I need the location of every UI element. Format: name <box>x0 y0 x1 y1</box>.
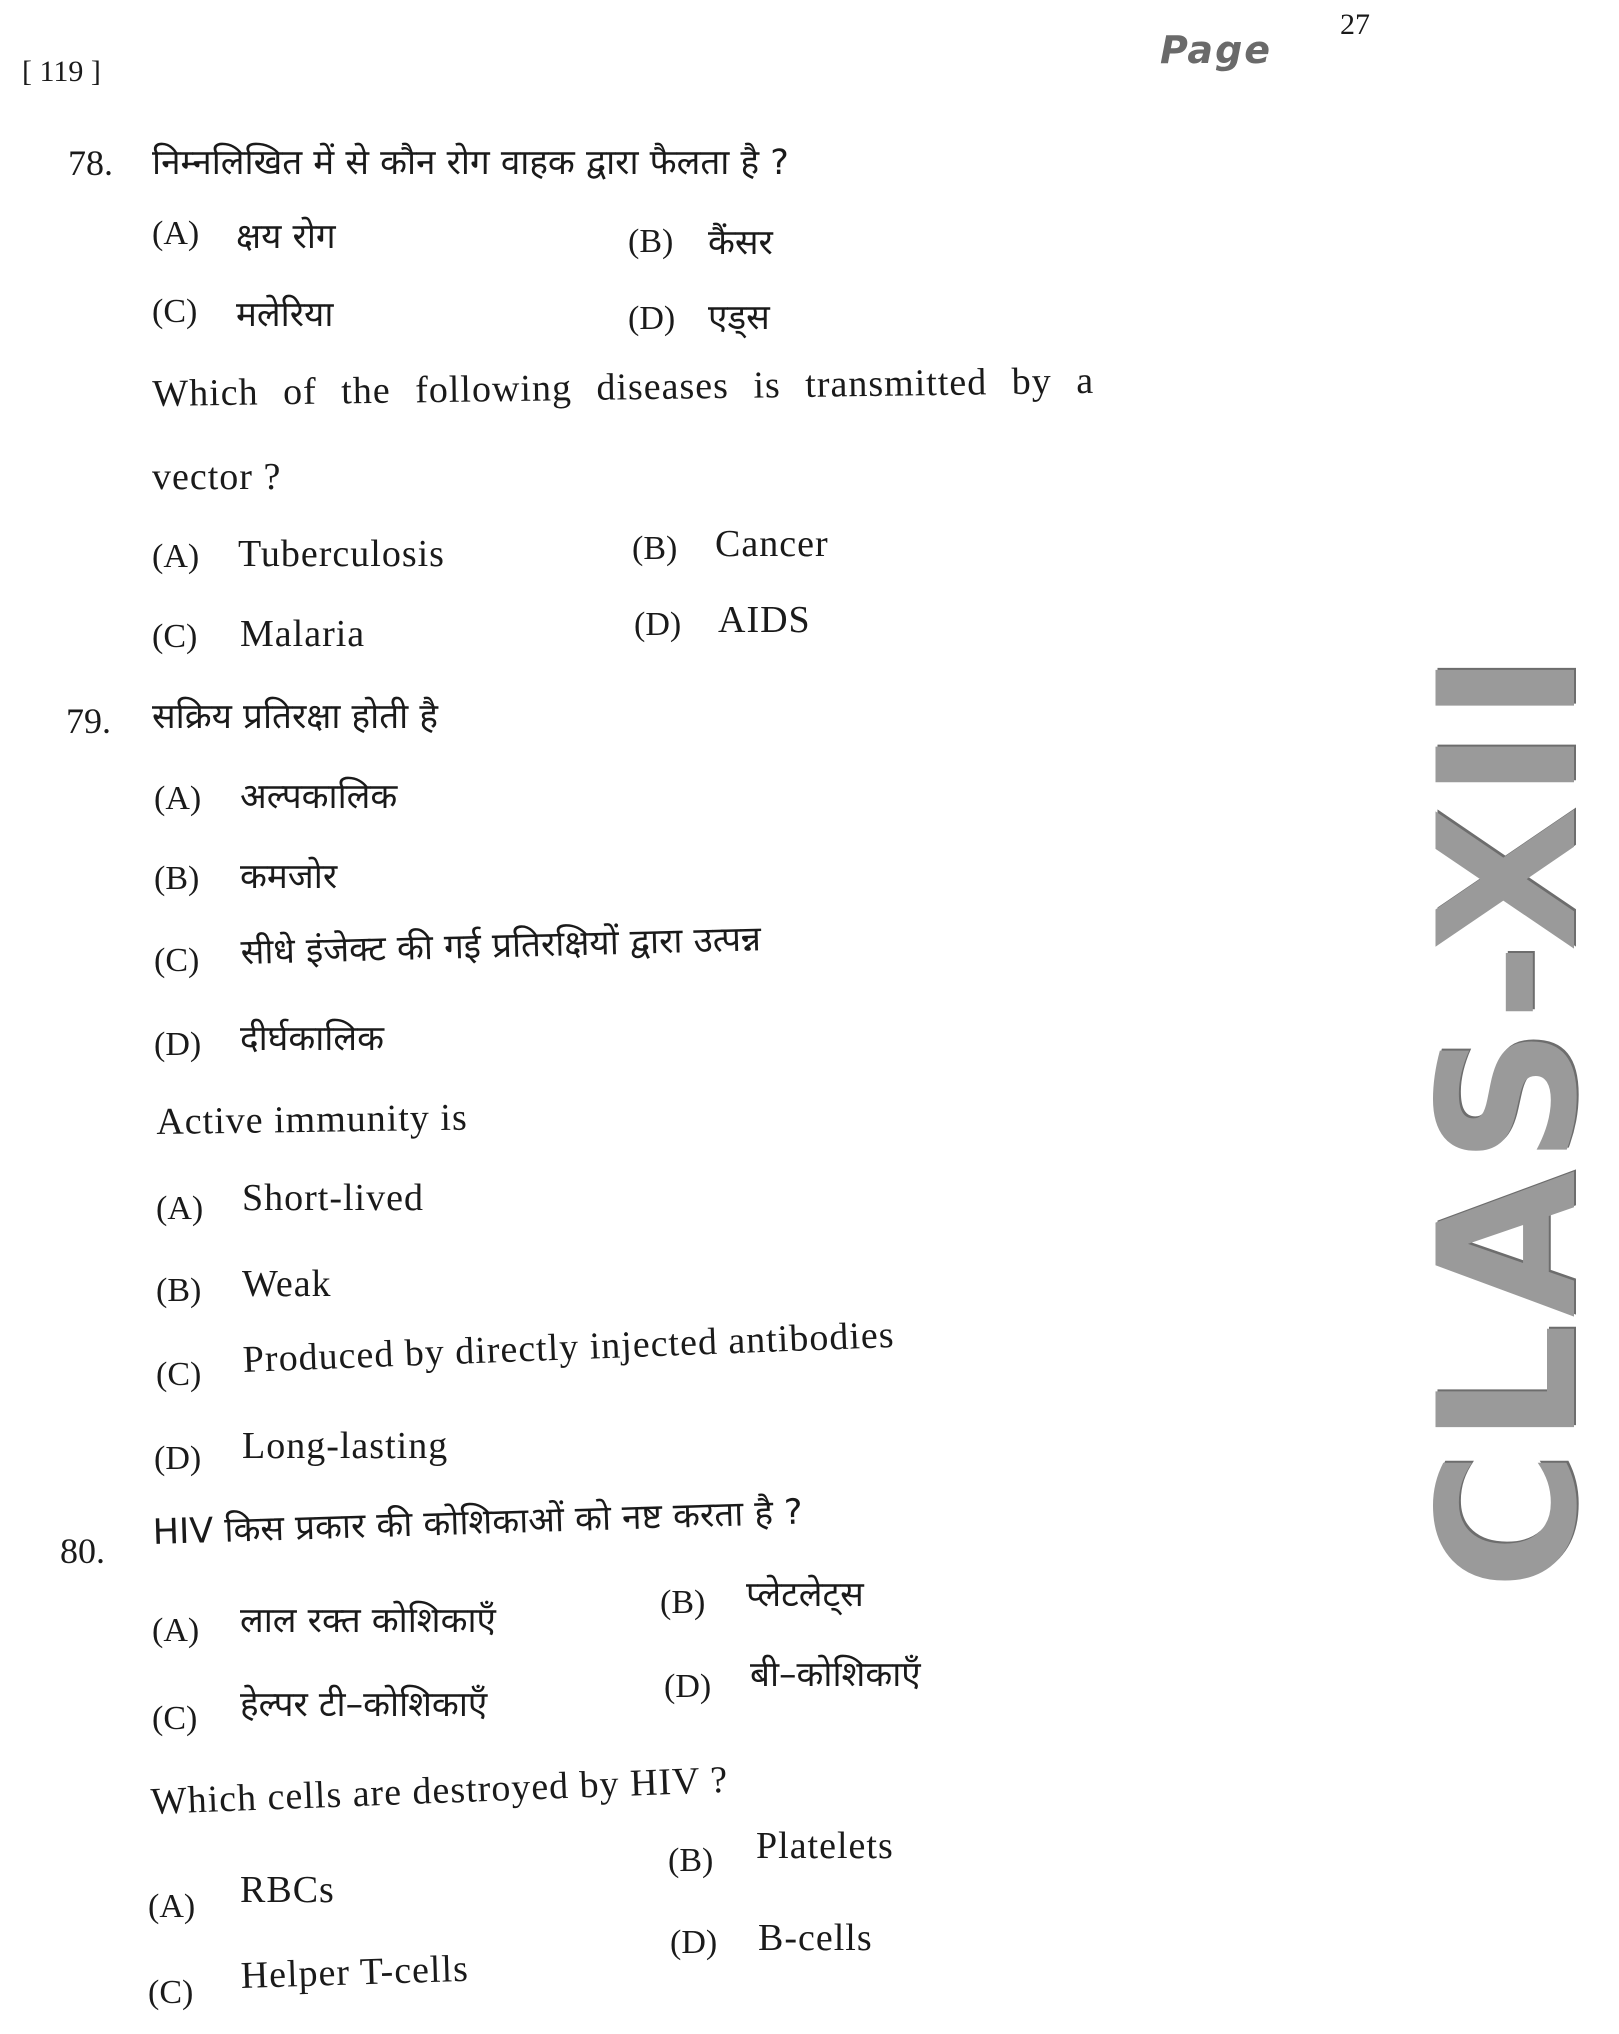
q80-hindi-label-b: (B) <box>660 1584 706 1621</box>
page-word: Page <box>1160 28 1273 72</box>
q78-hindi-option-d: एड्स <box>708 298 770 338</box>
q79-hindi-label-c: (C) <box>154 942 200 979</box>
q78-hindi-label-b: (B) <box>628 223 674 260</box>
q80-english-label-b: (B) <box>668 1842 714 1879</box>
q80-hindi-option-d: बी–कोशिकाएँ <box>750 1655 921 1695</box>
q78-english-question-line1: Which of the following diseases is transmitted by a <box>152 359 1095 415</box>
q79-english-label-a: (A) <box>156 1190 204 1227</box>
q80-hindi-label-d: (D) <box>664 1668 712 1705</box>
q78-hindi-label-d: (D) <box>628 300 676 337</box>
q79-english-label-d: (D) <box>154 1440 202 1477</box>
page-number: 27 <box>1340 8 1370 41</box>
q78-english-label-d: (D) <box>634 606 682 643</box>
q80-hindi-option-b: प्लेटलेट्स <box>746 1575 864 1615</box>
q78-english-option-c: Malaria <box>240 613 366 655</box>
q80-hindi-label-c: (C) <box>152 1700 198 1737</box>
q78-english-label-a: (A) <box>152 538 200 575</box>
q79-hindi-label-b: (B) <box>154 860 200 897</box>
q79-hindi-option-d: दीर्घकालिक <box>240 1019 384 1059</box>
q79-hindi-option-c: सीधे इंजेक्ट की गई प्रतिरक्षियों द्वारा उत्पन्न <box>240 919 762 973</box>
q80-hindi-label-a: (A) <box>152 1612 200 1649</box>
class-watermark: CLAS-XII <box>1398 646 1619 1590</box>
q80-number: 80. <box>60 1531 105 1571</box>
q79-english-option-c: Produced by directly injected antibodies <box>242 1313 896 1381</box>
q79-hindi-question: सक्रिय प्रतिरक्षा होती है <box>152 697 438 737</box>
q80-english-option-a: RBCs <box>240 1869 335 1911</box>
q79-english-label-c: (C) <box>156 1356 202 1393</box>
q80-english-option-c: Helper T-cells <box>240 1947 470 1997</box>
q78-hindi-option-c: मलेरिया <box>236 295 334 335</box>
q80-english-option-b: Platelets <box>756 1825 894 1867</box>
q80-hindi-option-c: हेल्पर टी–कोशिकाएँ <box>240 1685 488 1725</box>
q79-english-option-a: Short-lived <box>242 1177 424 1219</box>
q80-english-label-a: (A) <box>148 1888 196 1925</box>
q80-hindi-question: HIV किस प्रकार की कोशिकाओं को नष्ट करता है ? <box>152 1492 804 1553</box>
q78-number: 78. <box>68 143 113 183</box>
q79-hindi-option-b: कमजोर <box>240 857 338 897</box>
q78-english-question-line2: vector ? <box>152 456 282 498</box>
q80-english-label-c: (C) <box>148 1974 194 2011</box>
q78-english-option-b: Cancer <box>715 523 829 565</box>
q80-hindi-option-a: लाल रक्त कोशिकाएँ <box>240 1601 496 1641</box>
q79-english-label-b: (B) <box>156 1272 202 1309</box>
page-code: [ 119 ] <box>22 55 101 88</box>
q78-english-option-d: AIDS <box>718 599 811 641</box>
q78-hindi-question: निम्नलिखित में से कौन रोग वाहक द्वारा फैलता है ? <box>152 143 789 183</box>
q78-english-option-a: Tuberculosis <box>238 533 445 575</box>
q80-english-label-d: (D) <box>670 1924 718 1961</box>
q78-hindi-label-c: (C) <box>152 293 198 330</box>
q79-english-question: Active immunity is <box>156 1096 469 1143</box>
q78-english-label-c: (C) <box>152 618 198 655</box>
q78-hindi-label-a: (A) <box>152 215 200 252</box>
q79-english-option-b: Weak <box>242 1263 332 1305</box>
q79-number: 79. <box>66 701 111 741</box>
q80-english-option-d: B-cells <box>758 1917 873 1959</box>
q79-hindi-label-d: (D) <box>154 1026 202 1063</box>
q79-hindi-option-a: अल्पकालिक <box>240 777 398 817</box>
q80-english-question: Which cells are destroyed by HIV ? <box>150 1758 729 1823</box>
q79-english-option-d: Long-lasting <box>242 1425 449 1467</box>
q78-english-label-b: (B) <box>632 530 678 567</box>
q78-hindi-option-a: क्षय रोग <box>236 217 336 257</box>
q79-hindi-label-a: (A) <box>154 780 202 817</box>
q78-hindi-option-b: कैंसर <box>708 223 773 263</box>
